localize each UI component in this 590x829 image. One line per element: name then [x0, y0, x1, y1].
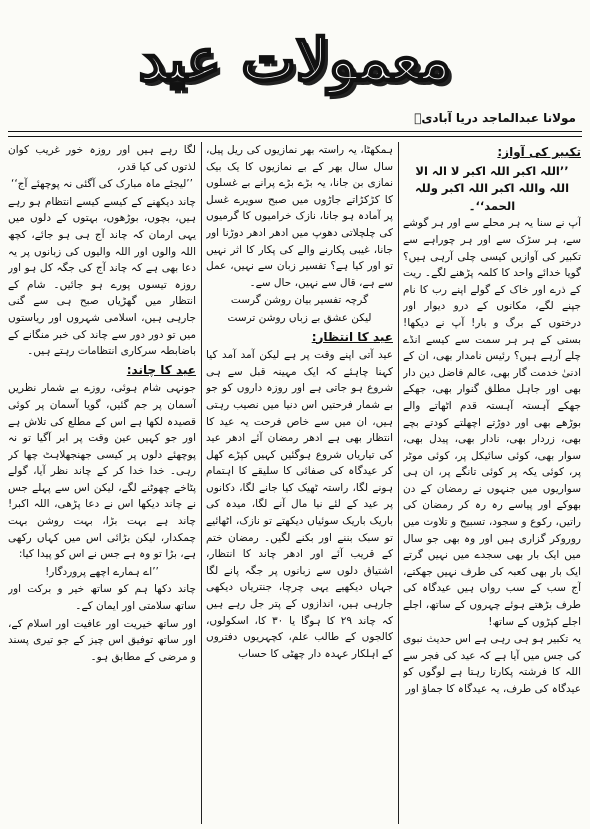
author-byline: مولانا عبدالماجد دریا آبادیؒ — [414, 111, 576, 125]
article-column-middle — [206, 142, 393, 822]
header-rule — [8, 131, 582, 132]
paragraph: لگا رہے ہیں اور روزہ خور غریب کوان لذتوں کی کیا قدر، — [8, 144, 196, 173]
quote-line: ’’اے ہمارے اچھے پروردگار! — [45, 565, 159, 578]
paragraph: یہ تکبیر ہو ہی رہی ہے اس حدیث نبوی کی جس میں آیا ہے کہ عید کی فجر سے اللہ کا فرشتہ پکارتا رہتا ہے لوگوں کو عیدگاہ کی طرف، یہ عیدگاہ کا جماؤ اور — [403, 633, 581, 695]
verse-line: لیکن عشق بے زباں روشن ترست — [227, 311, 372, 324]
article-column-left — [8, 142, 196, 822]
takbir-line: الحمد‘‘۔ — [468, 198, 516, 213]
verse-line: گرچہ تفسیر بیان روشن گرست — [230, 294, 369, 307]
paragraph: چاند دیکھنے کے کیسے کیسے انتظام ہو رہے ہیں، بچوں، بوڑھوں، بہتوں کے دلوں میں یہی ارمان کہ چاند آج ہی ہو جائے، کچھ اللہ والوں اور اللہ والیوں کی زبانوں پر یہ دعا بھی ہے کہ چاند آج کی جگہ کل ہو اور روزہ تیسوں پورے ہو جائیں۔ شام کے انتظار میں گھڑیاں صبح ہی سے گنی جارہی ہیں، اسلامی شہروں اور ریاستوں میں تو دور دور سے چاند کی خبر منگانے کے باضابطہ سرکاری انتظامات رہتے ہیں۔ — [8, 195, 196, 358]
paragraph: اور ساتھ خیریت اور عافیت اور اسلام کے، اور ساتھ توفیق اس چیز کے جو تیری پسند و مرضی کے مطابق ہو۔ — [8, 617, 196, 663]
paragraph: آپ نے سنا یہ ہر محلے سے اور ہر گوشے سے، ہر سڑک سے اور ہر چوراہے سے تکبیر کی آوازیں کیسی چلی آرہی ہیں؟ گویا خدائے واحد کا کلمہ پڑھنے لگے۔ ریت کے ذرے اور خاک کے گولے اپنے رب کا نام جپنے لگے، مکانوں کے درو دیوار اور درختوں کے برگ و بار! آپ نے دیکھا! بستی کے ہر ہر سمت سے کیسے انڈے چلے آرہے ہیں؟ رئیس نامدار بھی، ان کے ادنیٰ خدمت گار بھی، عالم فاضل دین دار بھی اور جاہل مطلق گنوار بھی، جھکے جھکے آہستہ آہستہ قدم اٹھاتے والے بوڑھے بھی اور دوڑتے اچھلتے کودتے بچے بھی، زردار بھی، نادار بھی، پیدل بھی، سوار بھی، کوئی سائیکل پر، کوئی موٹر پر، کوئی یکہ پر کوئی تانگے پر، ان ہی سواریوں میں جنہوں نے رمضان کے دن بھوکے اور پیاسے رہ رہ کر رمضان کی راتیں، رکوع و سجود، تسبیح و تلاوت میں روروکر گزاری ہیں اور وہ بھی جو سال میں ایک بار بھی سجدے میں نہیں گرتے ایک بار بھی کعبہ کی طرف نہیں جھکتے، آج سب کے سب رواں ہیں عیدگاہ کی طرف بڑھتے ہوئے چہروں کے ساتھ، اجلے اجلے کپڑوں کے ساتھ! — [403, 217, 581, 628]
quote-line: ’’لیجئے ماہ مبارک کی آگئی نہ پوچھئے آج‘‘ — [11, 178, 193, 191]
column-divider — [398, 142, 399, 824]
section-heading: عید کا چاند: — [126, 362, 196, 377]
paragraph: جونہی شام ہوئی، روزے بے شمار نظریں آسمان پر جم گئیں، گویا آسمان پر کوئی قصیدہ لکھا ہے اس کے مطلع کی تلاش ہے اور جو کہیں عین وقت پر ابر آگیا تو نہ پوچھئے دلوں پر کیسی جھنجھلاہٹ چھا کر رہی۔ خدا خدا کر کے چاند نظر آیا، گولے پٹاخے چھوٹنے لگے، لیکن اس سے پہلے جس نے چاند دیکھا اس نے دعا پڑھی، اللہ اکبر! چاند ہے بہت بڑا، بہت روشن بہت چمکدار، لیکن بڑائی اس میں کہاں رکھی ہے، بڑا تو وہ ہے جس نے اس کو پیدا کیا: — [8, 382, 196, 561]
section-heading: عید کا انتظار: — [311, 329, 393, 344]
column-divider — [201, 142, 202, 824]
paragraph: عید آتی اپنے وقت پر ہے لیکن آمد آمد کیا کہنا چاہئے کہ ایک مہینہ قبل سے ہی شروع ہو جاتی ہے اور روزہ داروں کو جو بے شمار فرحتیں اس دنیا میں نصیب رہتی ہیں، ان میں سے خاص فرحت یہ عید کا انتظار بھی ہے ادھر رمضان آئے ادھر عید کی تیاریاں شروع ہوگئیں کہیں کپڑے کھل کر عیدگاہ کی صفائی کا سلیقے کا اہتمام ہونے لگا، راستہ ٹھیک کیا جانے لگا، دکانوں پر عید کے لئے نیا مال آنے لگا، میدہ کی باریک باریک سوئیاں دیکھتے تو نازک، اٹھائیے تو سبک بننے اور بکنے لگیں۔ رمضان ختم کے قریب آئے اور ادھر چاند کا انتظار، اشتیاق دلوں سے زبانوں پر جگہ پانے لگا جہاں دیکھیے یہی چرچا، جنتریاں دیکھی جارہی ہیں، اندازوں کے پتر جل رہے ہیں کہ چاند ۲۹ کا ہوگا یا ۳۰ کا، اسکولوں، کالجوں کے طالب علم، کچہریوں دفتروں کے اہلکار عہدہ دار چھٹی کا حساب — [206, 349, 393, 660]
header-rule-thin — [8, 136, 582, 137]
article-column-right — [403, 142, 581, 822]
takbir-line: اللہ واللہ اکبر اللہ اکبر وللہ — [414, 181, 570, 196]
section-heading: تکبیر کی آواز: — [497, 145, 581, 159]
takbir-line: ’’اللہ اکبر اللہ اکبر لا الہ الا — [415, 163, 569, 178]
paragraph: ہمکھٹا، یہ راستہ بھر نمازیوں کی ریل پیل، سال سال بھر کے بے نمازیوں کا یک بیک نمازی بن جانا، یہ بڑے بڑے پرانے بے غسلوں کا کڑکڑاتے جاڑوں میں صبح سویرے غسل پر آمادہ ہو جانا، نازک خرامیوں کا گرمیوں کی چلچلاتی دھوپ میں ادھر ادھر دوڑنا اور جانا، غیبی پکارنے والے کی پکار کا اثر نہیں تو اور کیا ہے؟ تفسیر زبان سے نہیں، عمل سے ہے، قال سے نہیں، حال سے۔ — [206, 144, 393, 289]
page-title: معمولات عید — [138, 26, 452, 94]
paragraph: چاند دکھا ہم کو ساتھ خیر و برکت اور ساتھ سلامتی اور ایمان کے۔ — [8, 583, 196, 613]
